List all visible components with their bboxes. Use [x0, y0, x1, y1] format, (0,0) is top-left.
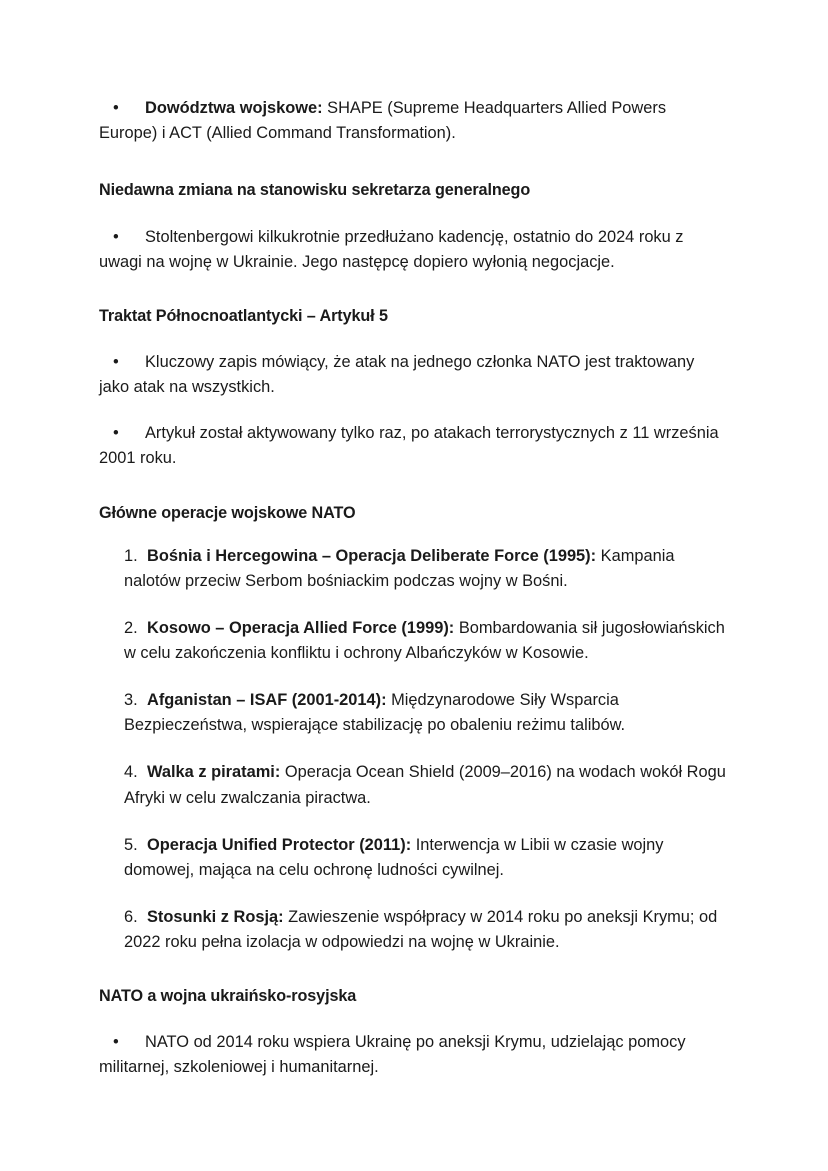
bullet-marker: •	[113, 227, 119, 246]
heading-main-operations: Główne operacje wojskowe NATO	[99, 503, 356, 522]
bullet-item-ukraine-support-text: NATO od 2014 roku wspiera Ukrainę po aneksji Krymu, udzielając pomocy militarnej, szkoleniowej i humanitarnej.	[99, 1033, 686, 1077]
bullet-item-commands	[99, 96, 726, 146]
bullet-item-article-activated-text: Artykuł został aktywowany tylko raz, po atakach terrorystycznych z 11 września 2001 roku.	[99, 424, 719, 468]
list-item-number: 6.	[124, 907, 138, 926]
list-item-number: 5.	[124, 835, 138, 854]
list-item	[99, 760, 726, 810]
bullet-item-commands-lead: Dowództwa wojskowe:	[145, 99, 323, 117]
bullet-item-stoltenberg	[99, 225, 726, 275]
heading-treaty-article-5: Traktat Północnoatlantycki – Artykuł 5	[99, 306, 388, 325]
list-item	[99, 544, 726, 594]
bullet-marker: •	[113, 424, 119, 443]
list-item-lead: Kosowo – Operacja Allied Force (1999):	[147, 619, 455, 638]
list-item-text: Bombardowania sił jugosłowiańskich w celu zakończenia konfliktu i ochrony Albańczyków w Kosowie.	[124, 619, 725, 663]
bullet-item-article-key-text: Kluczowy zapis mówiący, że atak na jednego członka NATO jest traktowany jako atak na wszystkich.	[99, 353, 695, 397]
heading-nato-ukraine-war: NATO a wojna ukraińsko-rosyjska	[99, 987, 357, 1005]
list-item-text: Interwencja w Libii w czasie wojny domowej, mająca na celu ochronę ludności cywilnej.	[124, 835, 664, 879]
list-item-text: Międzynarodowe Siły Wsparcia Bezpieczeństwa, wspierające stabilizację po obaleniu reżimu talibów.	[124, 691, 626, 735]
bullet-marker: •	[113, 99, 119, 117]
list-item-lead: Bośnia i Hercegowina – Operacja Deliberate Force (1995):	[147, 546, 597, 565]
bullet-item-article-activated	[99, 421, 726, 471]
list-item-text: Operacja Ocean Shield (2009–2016) na wodach wokół Rogu Afryki w celu zwalczania piractwa.	[124, 763, 726, 807]
list-item-text: Zawieszenie współpracy w 2014 roku po aneksji Krymu; od 2022 roku pełna izolacja w odpowiedzi na wojnę w Ukrainie.	[124, 907, 718, 951]
list-item-number: 4.	[124, 763, 138, 782]
list-item	[99, 905, 726, 955]
bullet-item-commands-text: SHAPE (Supreme Headquarters Allied Powers Europe) i ACT (Allied Command Transformation).	[99, 99, 667, 143]
bullet-marker: •	[113, 1033, 119, 1052]
list-item-number: 2.	[124, 619, 138, 638]
list-item	[99, 833, 726, 883]
bullet-item-stoltenberg-text: Stoltenbergowi kilkukrotnie przedłużano kadencję, ostatnio do 2024 roku z uwagi na wojnę w Ukrainie. Jego następcę dopiero wyłonią negocjacje.	[99, 227, 684, 271]
list-item-lead: Afganistan – ISAF (2001-2014):	[147, 691, 387, 710]
bullet-marker: •	[113, 353, 119, 372]
list-item	[99, 688, 726, 738]
list-item-number: 1.	[124, 546, 138, 565]
list-item-lead: Operacja Unified Protector (2011):	[147, 835, 412, 854]
heading-secretary-general: Niedawna zmiana na stanowisku sekretarza generalnego	[99, 181, 531, 200]
list-item-number: 3.	[124, 691, 138, 710]
list-item-lead: Stosunki z Rosją:	[147, 907, 284, 926]
bullet-item-ukraine-support	[99, 1030, 726, 1080]
list-item	[99, 616, 726, 666]
list-item-lead: Walka z piratami:	[147, 763, 281, 782]
list-item-text: Kampania nalotów przeciw Serbom bośniackim podczas wojny w Bośni.	[124, 546, 675, 590]
document-body	[99, 96, 726, 1081]
bullet-item-article-key	[99, 350, 726, 400]
